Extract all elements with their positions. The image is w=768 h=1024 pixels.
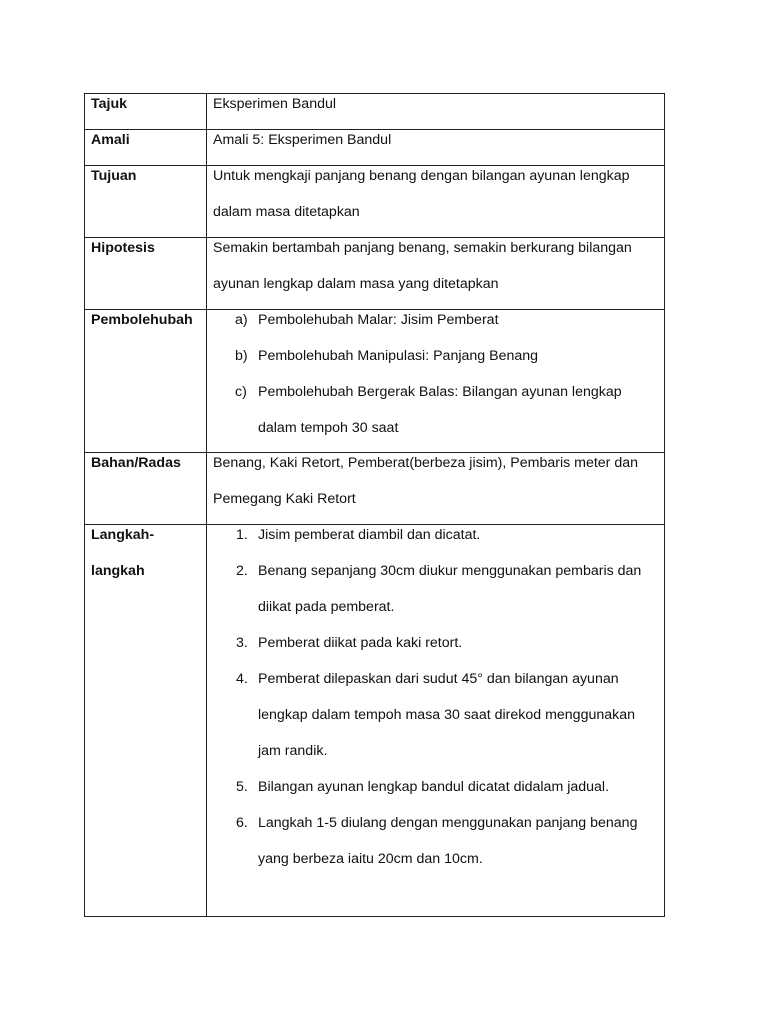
- row-value: Benang, Kaki Retort, Pemberat(berbeza jisim), Pembaris meter dan Pemegang Kaki Retort: [213, 455, 639, 507]
- list-item: [213, 805, 658, 877]
- list-marker: 2.: [236, 563, 248, 579]
- list-marker: 6.: [236, 815, 248, 831]
- list-marker: c): [235, 384, 247, 400]
- steps-list: [213, 517, 658, 877]
- list-item: [213, 769, 658, 805]
- list-item: [213, 661, 658, 769]
- row-label: Langkah-: [91, 527, 155, 543]
- list-item-text: Pemberat diikat pada kaki retort.: [258, 635, 463, 651]
- list-item-text: Bilangan ayunan lengkap bandul dicatat didalam jadual.: [258, 779, 610, 795]
- list-item: [213, 302, 658, 338]
- label-cell: [85, 525, 207, 917]
- list-marker: 1.: [236, 527, 248, 543]
- list-item-text: Pembolehubah Bergerak Balas: Bilangan ayunan lengkap dalam tempoh 30 saat: [258, 384, 622, 436]
- list-marker: b): [235, 348, 248, 364]
- value-cell: [207, 525, 665, 917]
- list-item: [213, 553, 658, 625]
- value-cell: [207, 453, 665, 525]
- table-row-langkah: [85, 525, 665, 917]
- row-label: langkah: [91, 563, 145, 579]
- label-cell: [85, 166, 207, 238]
- label-cell: [85, 238, 207, 310]
- table-row-bahan-radas: [85, 453, 665, 525]
- row-value: Amali 5: Eksperimen Bandul: [213, 132, 392, 148]
- list-item: [213, 338, 658, 374]
- row-label: Hipotesis: [91, 240, 155, 256]
- table-row-pembolehubah: [85, 310, 665, 453]
- value-cell: [207, 238, 665, 310]
- list-item-text: Pembolehubah Manipulasi: Panjang Benang: [258, 348, 539, 364]
- label-cell: [85, 453, 207, 525]
- list-item: [213, 625, 658, 661]
- row-label: Pembolehubah: [91, 312, 193, 328]
- row-label: Amali: [91, 132, 130, 148]
- row-value: Semakin bertambah panjang benang, semakin berkurang bilangan ayunan lengkap dalam masa yang ditetapkan: [213, 240, 632, 292]
- list-item-text: Jisim pemberat diambil dan dicatat.: [258, 527, 481, 543]
- table-row-hipotesis: [85, 238, 665, 310]
- variable-list: [213, 302, 658, 446]
- list-item-text: Pembolehubah Malar: Jisim Pemberat: [258, 312, 499, 328]
- list-item-text: Langkah 1-5 diulang dengan menggunakan panjang benang yang berbeza iaitu 20cm dan 10cm.: [258, 815, 638, 867]
- value-cell: [207, 310, 665, 453]
- row-label: Tajuk: [91, 96, 128, 112]
- list-marker: 3.: [236, 635, 248, 651]
- value-cell: [207, 166, 665, 238]
- row-label: Tujuan: [91, 168, 137, 184]
- table-row-tujuan: [85, 166, 665, 238]
- list-item: [213, 374, 658, 446]
- experiment-table: [84, 93, 665, 917]
- row-value: Eksperimen Bandul: [213, 96, 337, 112]
- row-value: Untuk mengkaji panjang benang dengan bilangan ayunan lengkap dalam masa ditetapkan: [213, 168, 630, 220]
- label-cell: [85, 310, 207, 453]
- list-item-text: Benang sepanjang 30cm diukur menggunakan pembaris dan diikat pada pemberat.: [258, 563, 642, 615]
- list-item: [213, 517, 658, 553]
- row-label: Bahan/Radas: [91, 455, 181, 471]
- list-marker: 5.: [236, 779, 248, 795]
- list-item-text: Pemberat dilepaskan dari sudut 45° dan bilangan ayunan lengkap dalam tempoh masa 30 saat direkod menggunakan jam randik.: [258, 671, 636, 759]
- list-marker: 4.: [236, 671, 248, 687]
- list-marker: a): [235, 312, 248, 328]
